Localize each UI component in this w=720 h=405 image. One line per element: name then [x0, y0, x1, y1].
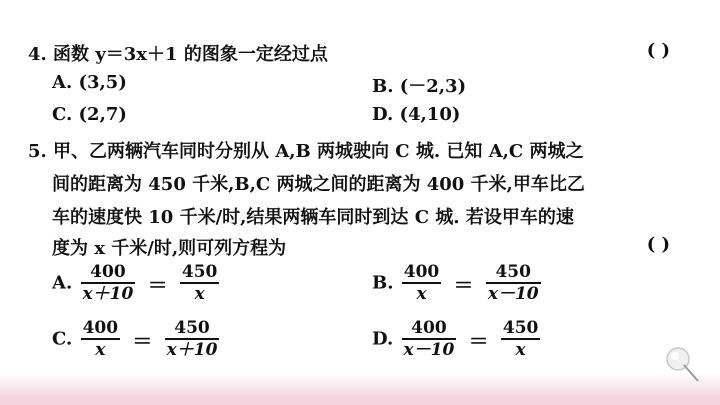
q4-option-c: C. (2,7) [52, 104, 127, 125]
fraction-numerator: 450 [181, 262, 218, 282]
q5-line-4-text: 度为 x 千米/时,则可列方程为 [52, 238, 287, 259]
equals-sign: ＝ [147, 272, 168, 297]
fraction-numerator: 450 [174, 318, 210, 338]
q5-option-a-left-fraction [81, 262, 136, 304]
pushpin-icon [662, 343, 702, 383]
fraction-numerator: 400 [82, 318, 119, 338]
q5-line-2: 间的距离为 450 千米,B,C 两城之间的距离为 400 千米,甲车比乙 [52, 174, 585, 195]
q5-line-4 [52, 234, 698, 260]
q5-option-b-right-fraction [486, 262, 541, 304]
q5-option-c-right-fraction [165, 318, 220, 360]
q5-option-a-right-fraction [180, 262, 220, 304]
fraction-denominator: x－10 [487, 284, 539, 304]
q4-option-b: B. (－2,3) [372, 76, 467, 97]
q5-option-c [52, 318, 221, 360]
equals-sign: ＝ [132, 328, 153, 353]
q5-line-3: 车的速度快 10 千米/时,结果两辆车同时到达 C 城. 若设甲车的速 [52, 207, 574, 228]
q4-option-a: A. (3,5) [52, 72, 127, 93]
q5-option-d-label: D. [372, 328, 394, 350]
fraction-denominator: x [416, 284, 427, 304]
fraction-denominator: x [515, 340, 526, 360]
q5-option-b [372, 262, 543, 304]
q5-answer-paren: ( ) [646, 234, 670, 255]
q5-option-d [372, 318, 542, 360]
fraction-denominator: x＋10 [166, 340, 218, 360]
q5-option-b-label: B. [372, 272, 394, 294]
fraction-denominator: x [95, 340, 106, 360]
q5-option-c-left-fraction [81, 318, 121, 360]
q5-option-a-label: A. [52, 272, 73, 294]
q5-option-a [52, 262, 221, 304]
fraction-denominator: x＋10 [82, 284, 134, 304]
q5-line-1: 5. 甲、乙两辆汽车同时分别从 A,B 两城驶向 C 城. 已知 A,C 两城之 [28, 141, 584, 162]
fraction-denominator: x [194, 284, 205, 304]
fraction-numerator: 450 [495, 262, 531, 282]
equals-sign: ＝ [453, 272, 474, 297]
fraction-numerator: 450 [502, 318, 539, 338]
q5-option-d-right-fraction [501, 318, 541, 360]
fraction-denominator: x－10 [403, 340, 455, 360]
q4-answer-paren: ( ) [646, 40, 670, 61]
q5-option-b-left-fraction [402, 262, 442, 304]
fraction-numerator: 400 [90, 262, 126, 282]
q4-stem-text: 4. 函数 y＝3x＋1 的图象一定经过点 [28, 44, 328, 65]
fraction-numerator: 400 [411, 318, 447, 338]
q4-option-d: D. (4,10) [372, 104, 461, 125]
q5-option-c-label: C. [52, 328, 73, 350]
equals-sign: ＝ [468, 328, 489, 353]
q4-stem [28, 40, 698, 66]
fraction-numerator: 400 [403, 262, 440, 282]
q5-option-d-left-fraction [402, 318, 457, 360]
bottom-decorative-band [0, 395, 720, 405]
